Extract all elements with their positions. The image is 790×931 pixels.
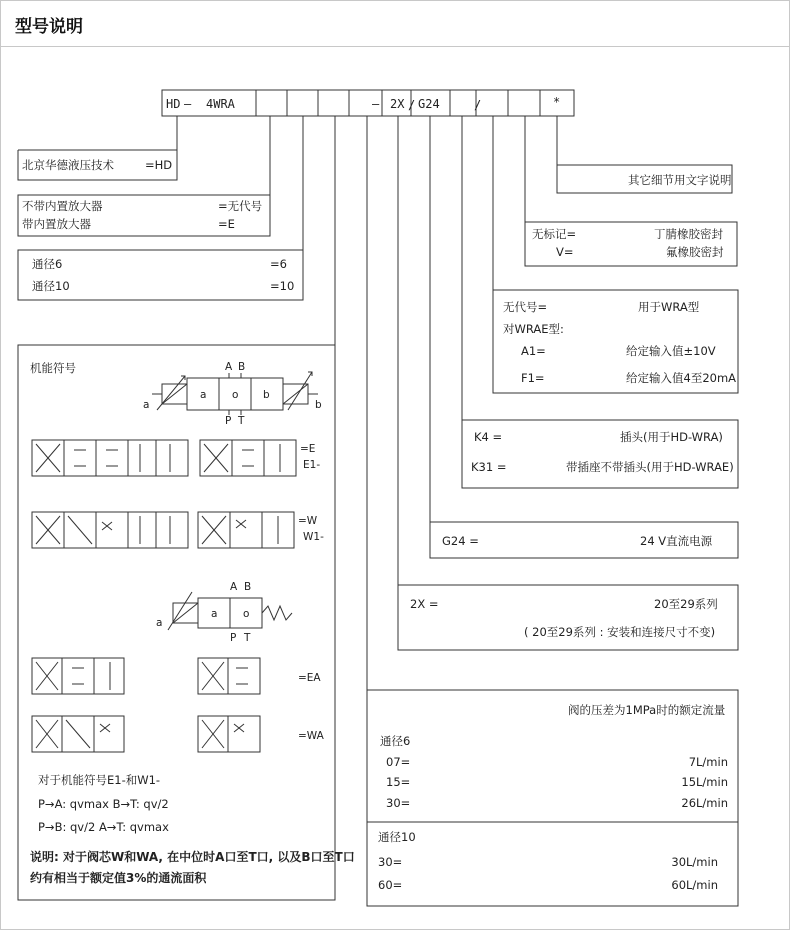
input-label-3: F1= [521,371,545,385]
plug-label-0: K4 = [474,430,503,444]
port-p: P [225,415,232,427]
plug-box [462,420,738,488]
single-port-a: A [230,581,238,593]
other-box [557,165,732,193]
size-code-1: =10 [270,279,295,293]
symbols-title: 机能符号 [30,361,76,375]
main-valve-symbol [143,361,322,427]
amplifier-label-0: 不带内置放大器 [22,199,103,213]
flow-code-1-0: 30= [378,855,403,869]
code-dash-2: — [372,97,380,111]
code-type: 4WRA [206,97,235,111]
solenoid-b: b [315,399,322,411]
single-solenoid-a: a [156,617,163,629]
port-t: T [238,415,245,427]
power-label: G24 = [442,534,479,548]
explain-line-1: 说明: 对于阀芯W和WA, 在中位时A口至T口, 以及B口至T口 [30,850,355,864]
explain-line-2: 约有相当于额定值3%的通流面积 [30,871,207,885]
flow-code-0-2: 30= [386,796,411,810]
seal-box [525,222,737,266]
single-port-p: P [230,632,237,644]
input-value-2: 给定输入值±10V [626,344,716,358]
seal-value-1: 氟橡胶密封 [666,245,724,259]
label-e1: E1- [303,459,321,471]
spool-pos-0: o [232,389,239,401]
flow-code-0-0: 07= [386,755,411,769]
symbol-wa-row [32,716,325,752]
series-box [398,585,738,650]
flow-group-0-name: 通径6 [380,734,411,748]
amplifier-label-1: 带内置放大器 [22,217,91,231]
size-box [18,250,303,300]
input-label-2: A1= [521,344,546,358]
code-slash-1: / [408,98,416,112]
other-label: 其它细节用文字说明 [628,173,732,187]
note-line-1: P→A: qvmax B→T: qv/2 [38,797,169,811]
port-a: A [225,361,233,373]
seal-label-1: V= [556,245,574,259]
flow-value-0-1: 15L/min [681,775,728,789]
label-w: =W [298,515,318,527]
spool-pos-b: b [263,389,270,401]
port-b: B [238,361,246,373]
flow-value-0-2: 26L/min [681,796,728,810]
power-value: 24 V直流电源 [640,534,713,548]
series-note: ( 20至29系列 : 安装和连接尺寸不变) [524,625,716,639]
input-label-1: 对WRAE型: [503,322,564,336]
flow-title: 阀的压差为1MPa时的额定流量 [568,703,726,717]
input-value-3: 给定输入值4至20mA [626,371,737,385]
symbol-ea-row [32,658,321,694]
flow-value-1-1: 60L/min [671,878,718,892]
single-port-t: T [244,632,251,644]
seal-label-0: 无标记= [532,227,577,241]
solenoid-a: a [143,399,150,411]
code-dash-1: — [184,97,192,111]
manufacturer-box [18,150,177,180]
manufacturer-code: =HD [145,158,173,172]
symbol-panel [18,345,355,900]
flow-value-1-0: 30L/min [671,855,718,869]
series-value: 20至29系列 [654,597,718,611]
label-wa: =WA [298,730,324,742]
amplifier-code-0: =无代号 [218,199,263,213]
amplifier-box [18,195,270,236]
flow-value-0-0: 7L/min [688,755,728,769]
code-slash-2: / [474,98,482,112]
size-label-0: 通径6 [32,257,63,271]
amplifier-code-1: =E [218,217,235,231]
label-e: =E [300,443,316,455]
flow-group-1-name: 通径10 [378,830,416,844]
code-prefix: HD [166,97,181,111]
plug-label-1: K31 = [471,460,507,474]
flow-code-1-1: 60= [378,878,403,892]
model-code-strip [162,90,574,116]
flow-box [367,690,738,906]
manufacturer-label: 北京华德液压技术 [22,158,114,172]
single-spool-0: o [243,608,250,620]
flow-code-0-1: 15= [386,775,411,789]
size-code-0: =6 [270,257,287,271]
plug-value-1: 带插座不带插头(用于HD-WRAE) [566,460,734,474]
input-box [493,290,738,393]
single-port-b: B [244,581,252,593]
label-ea: =EA [298,672,321,684]
code-star: * [553,95,561,109]
note-title: 对于机能符号E1-和W1- [38,773,161,787]
label-w1: W1- [303,531,324,543]
symbol-e-row [32,440,320,476]
code-voltage: G24 [418,97,440,111]
single-valve-symbol [156,581,292,644]
single-spool-a: a [211,608,218,620]
seal-value-0: 丁腈橡胶密封 [654,227,723,241]
input-label-0: 无代号= [503,300,548,314]
power-box [430,522,738,558]
section-title: 型号说明 [15,17,83,37]
input-value-0: 用于WRA型 [638,300,700,314]
spool-pos-a: a [200,389,207,401]
series-label: 2X = [410,597,439,611]
size-label-1: 通径10 [32,279,70,293]
symbol-w-row [32,512,324,548]
plug-value-0: 插头(用于HD-WRA) [620,430,723,444]
note-line-2: P→B: qv/2 A→T: qvmax [38,820,169,834]
code-series: 2X [390,97,405,111]
